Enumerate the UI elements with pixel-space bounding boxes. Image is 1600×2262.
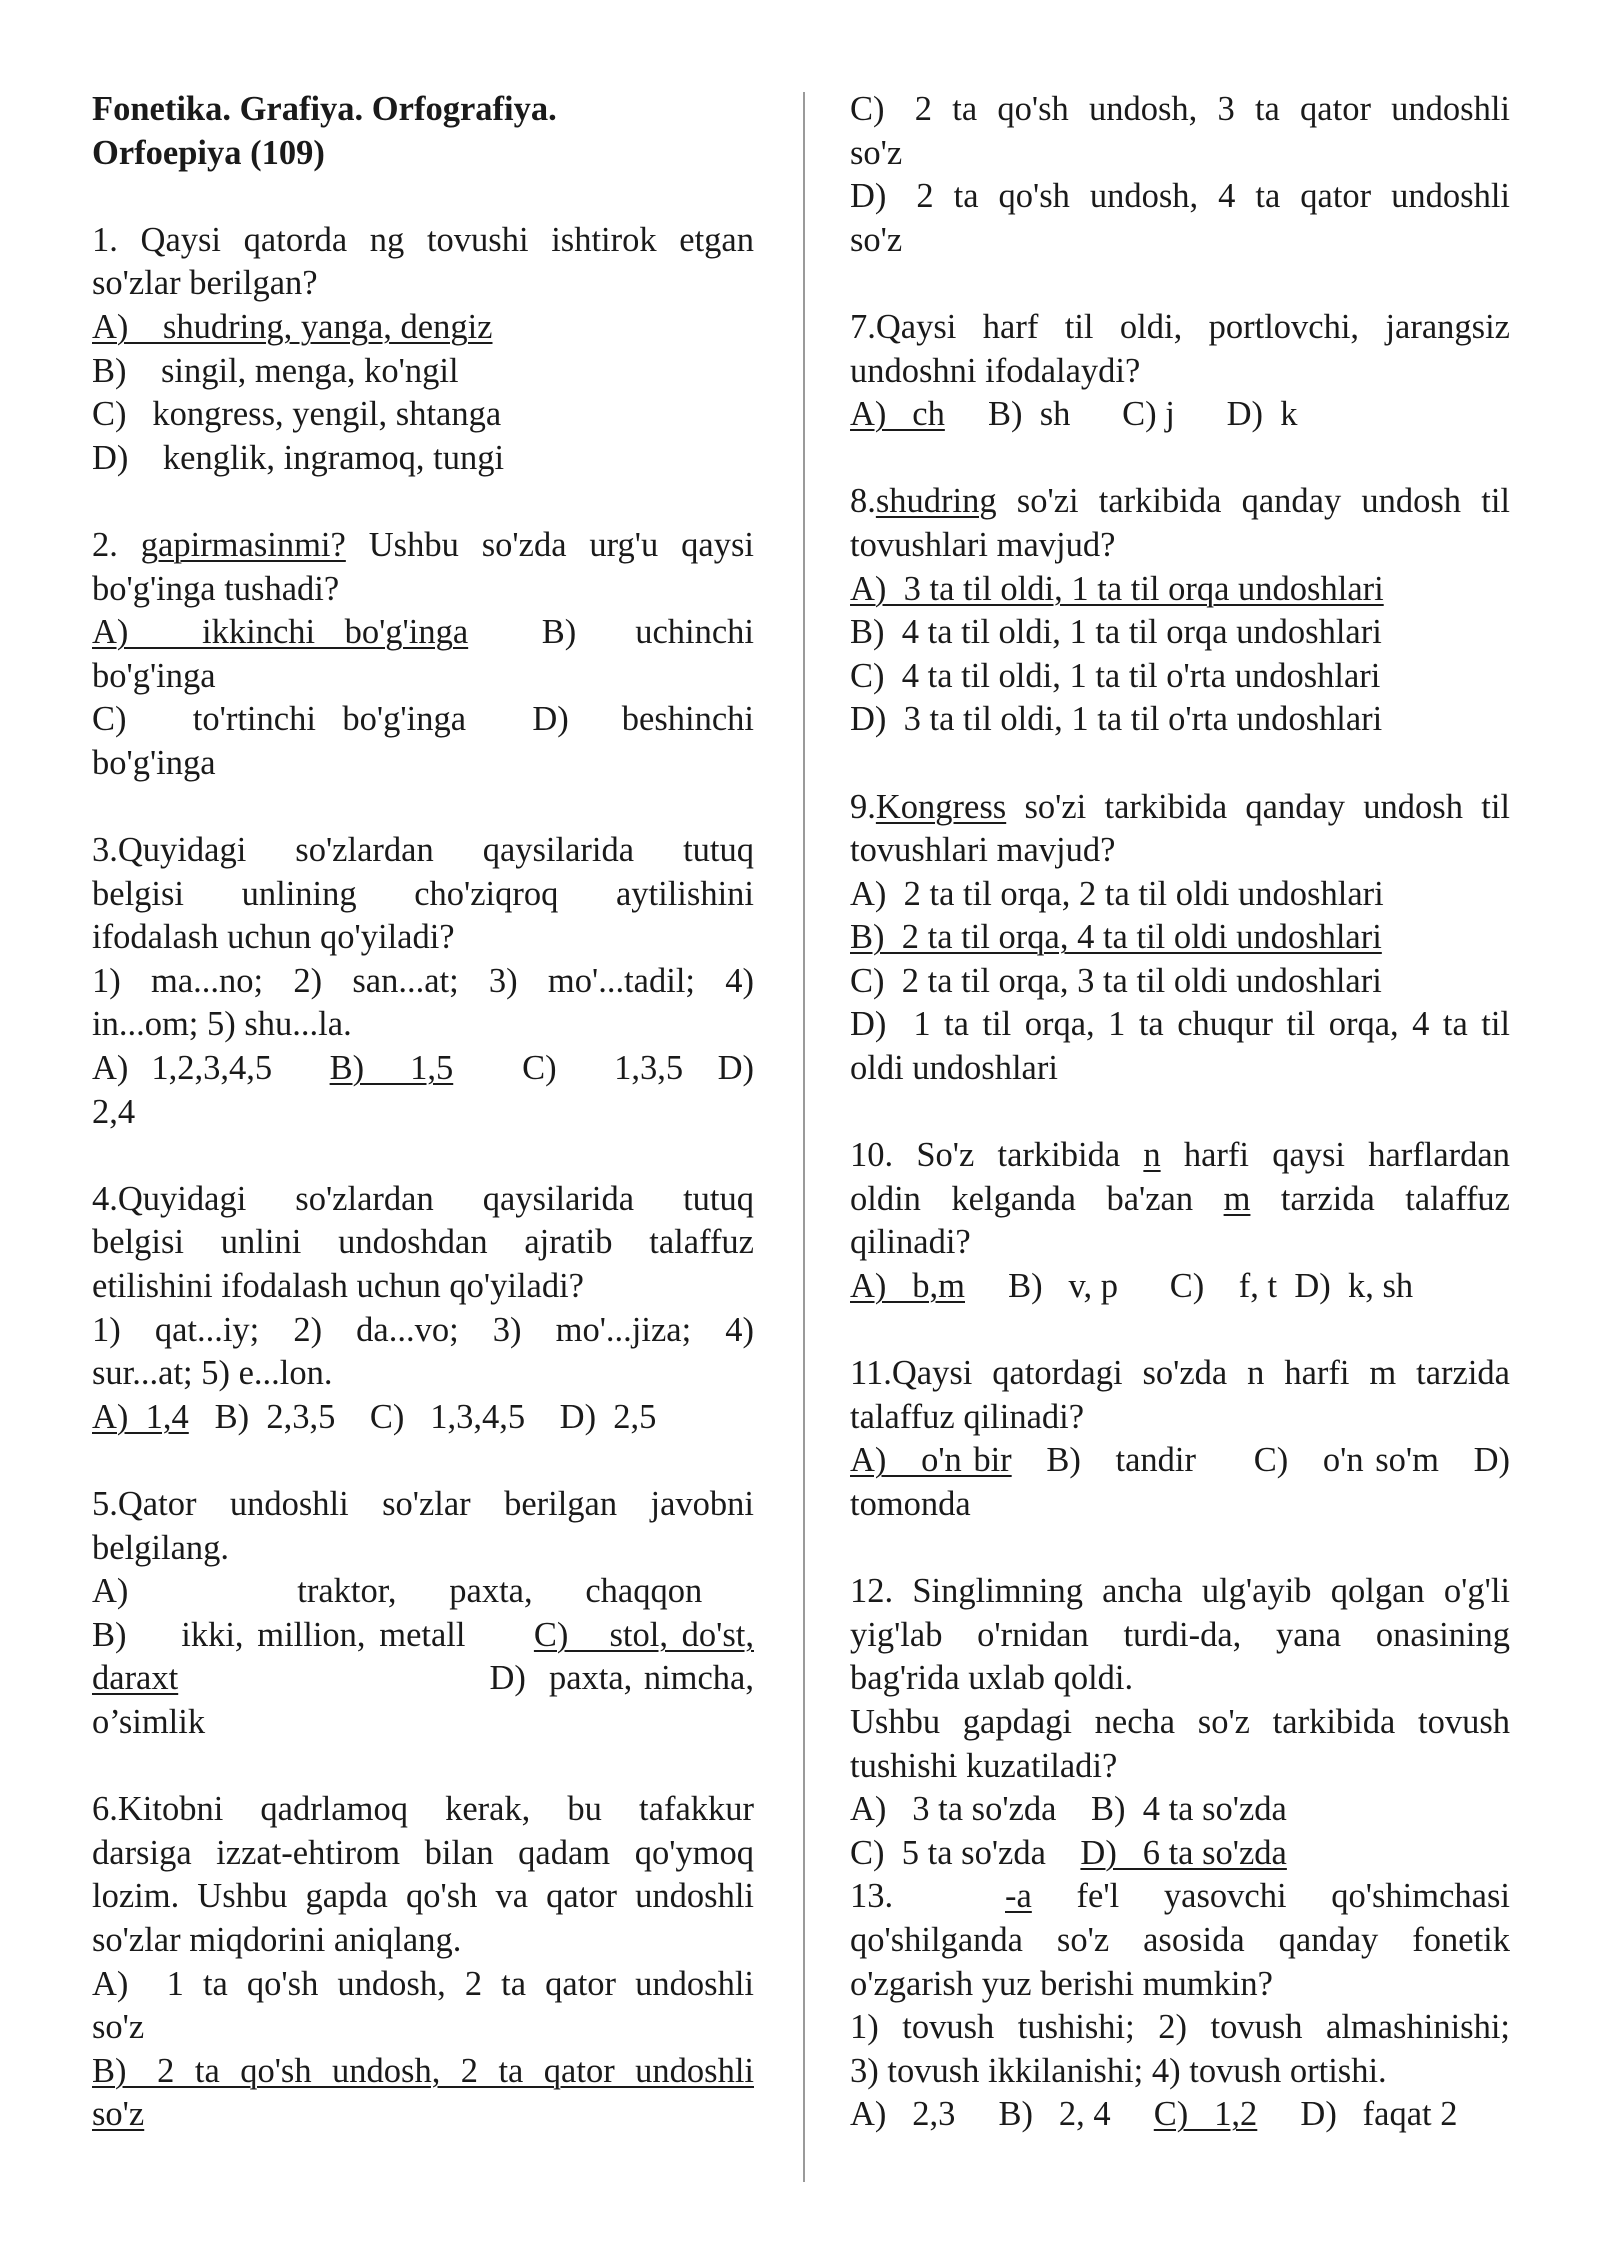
text-line [92,1483,754,1527]
spacer [92,175,754,219]
blank-line [92,1439,754,1483]
text-line [92,916,754,960]
text-segment: 8. [850,482,876,521]
text-line [850,1745,1510,1789]
text-segment: C) 2 ta til orqa, 3 ta til oldi undoshlari [850,961,1382,1000]
text-segment: D) 2 ta qo'sh undosh, 4 ta qator undoshli [850,177,1510,216]
answer-underlined: B) 2 ta qo'sh undosh, 2 ta qator undoshli [92,2051,754,2090]
text-line [850,1221,1510,1265]
text-line [92,829,754,873]
text-segment: qilinadi? [850,1223,971,1262]
text-segment: bo'g'inga [92,656,216,695]
text-segment: B) sh C) j D) k [944,395,1298,434]
text-segment: so'z [850,133,903,172]
text-line [850,568,1510,612]
text-line [92,2093,754,2137]
text-line [850,698,1510,742]
text-segment: D) faqat 2 [1257,2095,1458,2134]
text-line [850,655,1510,699]
text-line [92,742,754,786]
text-segment: B) uchinchi [468,613,754,652]
text-line [92,1657,754,1701]
page-title-line-2: Orfoepiya (109) [92,133,325,172]
blank-line [850,1309,1510,1353]
text-segment: 7.Qaysi harf til oldi, portlovchi, jarangsiz [850,307,1510,346]
text-segment: fe'l yasovchi qo'shimchasi [1031,1877,1510,1916]
text-line [92,1788,754,1832]
text-segment: C) 4 ta til oldi, 1 ta til o'rta undoshlari [850,656,1381,695]
text-line [850,611,1510,655]
text-segment: so'zi tarkibida qanday undosh til [1006,787,1510,826]
text-line [850,480,1510,524]
text-line [92,1570,754,1614]
text-segment: C) to'rtinchi bo'g'inga D) beshinchi [92,700,754,739]
text-segment: oldin kelganda ba'zan [850,1179,1224,1218]
text-segment: B) 4 ta til oldi, 1 ta til orqa undoshlari [850,613,1382,652]
text-line [850,1788,1510,1832]
text-segment: belgisi unlini undoshdan ajratib talaffuz [92,1223,754,1262]
text-segment: so'z [850,220,903,259]
text-segment: B) tandir C) o'n so'm D) [1011,1441,1510,1480]
text-segment: A) traktor, paxta, chaqqon [92,1572,754,1611]
text-line [850,350,1510,394]
text-segment: tushishi kuzatiladi? [850,1746,1118,1785]
text-line [850,88,1510,132]
text-segment: harfi qaysi harflardan [1160,1136,1510,1175]
blank-line [92,1745,754,1789]
text-line [92,1614,754,1658]
text-segment: 4.Quyidagi so'zlardan qaysilarida tutuq [92,1179,754,1218]
answer-underlined: -a [1005,1877,1032,1916]
text-line [850,132,1510,176]
answer-underlined: A) shudring, yanga, dengiz [92,307,493,346]
text-line [850,1396,1510,1440]
answer-underlined: shudring [875,482,997,521]
text-segment: A) 2,3 B) 2, 4 [850,2095,1154,2134]
text-segment: o'zgarish yuz berishi mumkin? [850,1964,1273,2003]
text-segment: sur...at; 5) e...lon. [92,1354,333,1393]
text-segment: 1) qat...iy; 2) da...vo; 3) mo'...jiza; 4) [92,1310,754,1349]
text-line [850,1963,1510,2007]
text-segment: C) 1,3,5 D) [453,1049,755,1088]
blank-line [850,1091,1510,1135]
text-line [850,1439,1510,1483]
answer-underlined: A) 1,4 [92,1397,189,1436]
text-segment: oldi undoshlari [850,1049,1058,1088]
answer-underlined: D) 6 ta so'zda [1080,1833,1287,1872]
text-line [850,219,1510,263]
text-segment: bag'rida uxlab qoldi. [850,1659,1134,1698]
text-line [850,2093,1510,2137]
text-segment: bo'g'inga [92,743,216,782]
text-line [92,1832,754,1876]
text-segment: so'zlar berilgan? [92,264,318,303]
text-segment: ifodalash uchun qo'yiladi? [92,918,455,957]
text-segment: belgilang. [92,1528,230,1567]
answer-underlined: C) stol, do'st, [533,1615,754,1654]
text-line [850,1570,1510,1614]
answer-underlined: Kongress [875,787,1007,826]
answer-underlined: A) b,m [850,1267,965,1306]
text-segment: 3.Quyidagi so'zlardan qaysilarida tutuq [92,831,754,870]
column-divider [803,92,805,2182]
text-segment: Ushbu gapdagi necha so'z tarkibida tovush [850,1702,1510,1741]
text-line [850,1003,1510,1047]
text-segment: lozim. Ushbu gapda qo'sh va qator undoshli [92,1877,754,1916]
text-line [850,306,1510,350]
text-line [92,1309,754,1353]
text-segment: A) 1,2,3,4,5 [92,1049,330,1088]
right-column-body [850,88,1510,2137]
text-segment: bo'g'inga tushadi? [92,569,340,608]
text-segment: B) 2,3,5 C) 1,3,4,5 D) 2,5 [188,1397,657,1436]
text-segment: tomonda [850,1485,971,1523]
left-column [92,88,754,2137]
answer-underlined: A) o'n bir [850,1441,1012,1480]
answer-underlined: n [1143,1136,1161,1175]
text-line [850,786,1510,830]
text-segment: 5.Qator undoshli so'zlar berilgan javobni [92,1485,754,1523]
blank-line [92,786,754,830]
answer-underlined: B) 2 ta til orqa, 4 ta til oldi undoshlari [850,918,1382,957]
text-segment: D) 3 ta til oldi, 1 ta til o'rta undoshlari [850,700,1383,739]
text-line [850,916,1510,960]
text-segment: so'zlar miqdorini aniqlang. [92,1920,462,1959]
blank-line [850,1527,1510,1571]
text-line [92,1701,754,1745]
text-line [92,568,754,612]
text-segment: D) 1 ta til orqa, 1 ta chuqur til orqa, 4 ta til [850,1005,1510,1044]
answer-underlined: m [1223,1179,1251,1218]
answer-underlined: so'z [92,2095,145,2134]
text-segment: 12. Singlimning ancha ulg'ayib qolgan o'g'li [850,1572,1510,1611]
text-line [850,1047,1510,1091]
text-segment: 3) tovush ikkilanishi; 4) tovush ortishi. [850,2051,1387,2090]
text-line [850,960,1510,1004]
text-segment: undoshni ifodalaydi? [850,351,1141,390]
right-column [850,88,1510,2137]
text-line [92,1003,754,1047]
text-segment: 10. So'z tarkibida [850,1136,1144,1175]
text-line [92,1919,754,1963]
answer-underlined: A) 3 ta til oldi, 1 ta til orqa undoshlari [850,569,1384,608]
text-segment: 11.Qaysi qatordagi so'zda n harfi m tarzida [850,1354,1510,1393]
text-line [850,1483,1510,1527]
text-line [92,1963,754,2007]
text-segment: 6.Kitobni qadrlamoq kerak, bu tafakkur [92,1790,754,1829]
text-line [850,1657,1510,1701]
text-line [92,1875,754,1919]
text-line [92,655,754,699]
text-line [850,175,1510,219]
blank-line [850,262,1510,306]
text-line [92,1178,754,1222]
text-segment: 2,4 [92,1092,136,1131]
text-line [92,611,754,655]
text-line [850,1265,1510,1309]
text-segment: 1) tovush tushishi; 2) tovush almashinishi; [850,2008,1510,2047]
text-line [850,873,1510,917]
text-line [92,393,754,437]
text-line [850,393,1510,437]
text-line [92,1047,754,1091]
text-segment: etilishini ifodalash uchun qo'yiladi? [92,1267,584,1306]
text-segment: talaffuz qilinadi? [850,1397,1085,1436]
text-segment: yig'lab o'rnidan turdi-da, yana onasining [850,1615,1510,1654]
text-segment: qo'shilganda so'z asosida qanday fonetik [850,1920,1510,1959]
text-line [92,1527,754,1571]
text-line [92,219,754,263]
page-title-line-1: Fonetika. Grafiya. Orfografiya. [92,90,557,128]
text-line [850,2050,1510,2094]
blank-line [92,480,754,524]
text-segment: Ushbu so'zda urg'u qaysi [345,525,755,564]
answer-underlined: A) ch [850,395,945,434]
text-line [850,2006,1510,2050]
text-line [92,2006,754,2050]
text-segment: C) kongress, yengil, shtanga [92,395,502,434]
text-line [92,306,754,350]
text-segment: 1. Qaysi qatorda ng tovushi ishtirok etgan [92,220,754,259]
text-segment: D) paxta, nimcha, [178,1659,754,1698]
text-line [850,524,1510,568]
text-line [92,1091,754,1135]
text-segment: tovushlari mavjud? [850,525,1116,564]
text-segment: so'zi tarkibida qanday undosh til [996,482,1510,521]
blank-line [92,1134,754,1178]
text-line [92,437,754,481]
answer-underlined: C) 1,2 [1153,2095,1258,2134]
text-line [92,524,754,568]
text-line [850,829,1510,873]
text-segment: in...om; 5) shu...la. [92,1005,352,1044]
text-line [850,1614,1510,1658]
text-line [92,1221,754,1265]
text-segment: A) 2 ta til orqa, 2 ta til oldi undoshlari [850,874,1384,913]
text-line [850,1832,1510,1876]
text-segment: 9. [850,787,876,826]
text-line [850,1919,1510,1963]
text-line [92,698,754,742]
text-line [92,1352,754,1396]
text-segment: C) 5 ta so'zda [850,1833,1081,1872]
text-segment: 2. [92,525,141,564]
text-line [92,873,754,917]
text-segment: darsiga izzat-ehtirom bilan qadam qo'ymoq [92,1833,754,1872]
text-segment: so'z [92,2008,145,2047]
text-line [850,1178,1510,1222]
text-line [850,1352,1510,1396]
answer-underlined: gapirmasinmi? [140,525,346,564]
blank-line [850,437,1510,481]
text-line [92,262,754,306]
text-line [92,2050,754,2094]
text-line [850,1701,1510,1745]
text-segment: tovushlari mavjud? [850,831,1116,870]
text-segment: C) 2 ta qo'sh undosh, 3 ta qator undoshli [850,90,1510,128]
answer-underlined: B) 1,5 [329,1049,454,1088]
text-segment: belgisi unlining cho'ziqroq aytilishini [92,874,754,913]
text-segment: 1) ma...no; 2) san...at; 3) mo'...tadil; 4) [92,961,754,1000]
answer-underlined: A) ikkinchi bo'g'inga [92,613,469,652]
text-segment: o’simlik [92,1702,206,1741]
text-line [92,1265,754,1309]
text-line [850,1134,1510,1178]
text-line [92,1396,754,1440]
text-segment: A) 3 ta so'zda B) 4 ta so'zda [850,1790,1287,1829]
text-segment: B) ikki, million, metall [92,1615,534,1654]
left-column-body [92,219,754,2137]
blank-line [850,742,1510,786]
text-segment: A) 1 ta qo'sh undosh, 2 ta qator undoshli [92,1964,754,2003]
text-line [850,1875,1510,1919]
text-segment: tarzida talaffuz [1250,1179,1510,1218]
text-segment: B) v, p C) f, t D) k, sh [965,1267,1414,1306]
answer-underlined: daraxt [92,1659,179,1698]
text-line [92,960,754,1004]
text-segment: 13. [850,1877,1005,1916]
text-segment: D) kenglik, ingramoq, tungi [92,438,505,477]
text-line [92,350,754,394]
text-segment: B) singil, menga, ko'ngil [92,351,459,390]
